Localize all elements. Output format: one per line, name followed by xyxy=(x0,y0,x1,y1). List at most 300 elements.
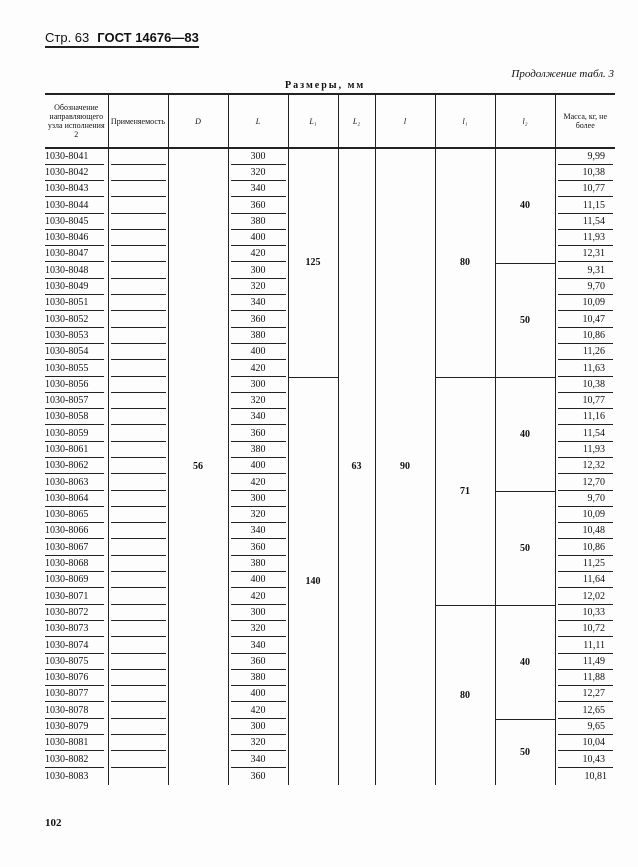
L-cell xyxy=(228,426,288,442)
L-cell xyxy=(228,622,288,638)
l2-cell: 50 xyxy=(495,719,555,784)
applicability-cell-text xyxy=(111,329,166,344)
applicability-cell xyxy=(108,573,168,589)
designation-cell-text: 1030-8082 xyxy=(45,753,104,768)
L-cell xyxy=(228,296,288,312)
l2-cell: 40 xyxy=(495,148,555,263)
header-applicability: Применяемость xyxy=(108,94,168,148)
mass-cell xyxy=(555,671,615,687)
header-L: L xyxy=(228,94,288,148)
mass-cell-text: 11,11 xyxy=(558,639,614,654)
mass-cell-text: 11,63 xyxy=(558,362,614,377)
designation-cell xyxy=(45,148,108,165)
L-cell xyxy=(228,214,288,230)
header-l: l xyxy=(375,94,435,148)
L-cell-text: 400 xyxy=(231,687,286,702)
designation-cell-text: 1030-8072 xyxy=(45,606,104,621)
mass-cell xyxy=(555,165,615,181)
mass-cell-text: 12,31 xyxy=(558,247,614,262)
mass-cell-text: 12,70 xyxy=(558,476,614,491)
applicability-cell-text xyxy=(111,622,166,637)
applicability-cell-text xyxy=(111,264,166,279)
header-l2: l₂ xyxy=(495,94,555,148)
mass-cell xyxy=(555,622,615,638)
applicability-cell xyxy=(108,442,168,458)
designation-cell xyxy=(45,638,108,654)
mass-cell xyxy=(555,573,615,589)
applicability-cell xyxy=(108,296,168,312)
designation-cell-text: 1030-8045 xyxy=(45,215,104,230)
header-designation: Обозначение направляющего узла исполнения 2 xyxy=(45,94,108,148)
designation-cell-text: 1030-8051 xyxy=(45,296,104,311)
applicability-cell xyxy=(108,687,168,703)
designation-cell-text: 1030-8083 xyxy=(45,770,89,782)
l2-cell: 50 xyxy=(495,491,555,605)
applicability-cell xyxy=(108,361,168,377)
designation-cell xyxy=(45,312,108,328)
mass-cell-text: 11,15 xyxy=(558,199,614,214)
applicability-cell xyxy=(108,410,168,426)
mass-cell-text: 10,09 xyxy=(558,296,614,311)
applicability-cell-text xyxy=(111,671,166,686)
L-cell-text: 320 xyxy=(231,508,286,523)
L-cell xyxy=(228,703,288,719)
dimensions-table xyxy=(45,93,615,785)
designation-cell-text: 1030-8068 xyxy=(45,557,104,572)
L-cell xyxy=(228,671,288,687)
L-cell xyxy=(228,638,288,654)
designation-cell xyxy=(45,214,108,230)
mass-cell xyxy=(555,687,615,703)
applicability-cell xyxy=(108,214,168,230)
designation-cell xyxy=(45,508,108,524)
designation-cell xyxy=(45,361,108,377)
applicability-cell xyxy=(108,654,168,670)
l1-cell: 80 xyxy=(435,605,495,784)
table-continuation-note: Продолжение табл. 3 xyxy=(511,68,614,80)
L-cell xyxy=(228,442,288,458)
designation-cell xyxy=(45,426,108,442)
mass-cell-text: 12,32 xyxy=(558,459,614,474)
L-cell-text: 320 xyxy=(231,736,286,751)
mass-cell-text: 9,65 xyxy=(558,720,614,735)
designation-cell xyxy=(45,345,108,361)
L1-cell: 125 xyxy=(288,148,338,377)
L1-cell: 140 xyxy=(288,377,338,784)
header-L2: L₂ xyxy=(338,94,375,148)
L-cell xyxy=(228,230,288,246)
designation-cell xyxy=(45,654,108,670)
L-cell-text: 300 xyxy=(231,492,286,507)
designation-cell-text: 1030-8074 xyxy=(45,639,104,654)
L-cell-text: 320 xyxy=(231,166,286,181)
mass-cell-text: 11,64 xyxy=(558,573,614,588)
mass-cell-text: 10,77 xyxy=(558,182,614,197)
applicability-cell xyxy=(108,165,168,181)
mass-cell-text: 11,16 xyxy=(558,410,614,425)
L-cell-text: 400 xyxy=(231,345,286,360)
L-cell xyxy=(228,328,288,344)
L-cell xyxy=(228,312,288,328)
L-cell xyxy=(228,263,288,279)
mass-cell xyxy=(555,361,615,377)
L-cell xyxy=(228,279,288,295)
designation-cell xyxy=(45,328,108,344)
L-cell-text: 340 xyxy=(231,410,286,425)
designation-cell xyxy=(45,377,108,393)
mass-cell-text: 10,04 xyxy=(558,736,614,751)
mass-cell xyxy=(555,654,615,670)
mass-cell xyxy=(555,752,615,768)
designation-cell-text: 1030-8066 xyxy=(45,524,104,539)
applicability-cell xyxy=(108,556,168,572)
mass-cell xyxy=(555,524,615,540)
applicability-cell xyxy=(108,377,168,393)
l1-cell: 80 xyxy=(435,148,495,377)
designation-cell-text: 1030-8058 xyxy=(45,410,104,425)
L-cell-text: 380 xyxy=(231,329,286,344)
table-row xyxy=(45,377,615,393)
mass-cell xyxy=(555,296,615,312)
L-cell-text: 300 xyxy=(231,264,286,279)
sizes-caption: Размеры, мм xyxy=(285,80,366,91)
mass-cell-text: 10,33 xyxy=(558,606,614,621)
L-cell-text: 400 xyxy=(231,231,286,246)
standard-number: ГОСТ 14676—83 xyxy=(97,30,199,45)
L-cell-text: 400 xyxy=(231,573,286,588)
designation-cell-text: 1030-8056 xyxy=(45,378,104,393)
designation-cell-text: 1030-8047 xyxy=(45,247,104,262)
mass-cell xyxy=(555,556,615,572)
mass-cell-text: 9,31 xyxy=(558,264,614,279)
designation-cell-text: 1030-8044 xyxy=(45,199,104,214)
designation-cell xyxy=(45,442,108,458)
L-cell xyxy=(228,148,288,165)
L-cell-text: 320 xyxy=(231,394,286,409)
mass-cell xyxy=(555,345,615,361)
applicability-cell-text xyxy=(111,166,166,181)
L-cell-text: 360 xyxy=(231,199,286,214)
designation-cell-text: 1030-8054 xyxy=(45,345,104,360)
applicability-cell-text xyxy=(111,736,166,751)
applicability-cell-text xyxy=(111,524,166,539)
L-cell-text: 300 xyxy=(231,150,286,165)
designation-cell-text: 1030-8055 xyxy=(45,362,104,377)
L-cell xyxy=(228,475,288,491)
applicability-cell-text xyxy=(111,313,166,328)
L-cell xyxy=(228,459,288,475)
L-cell xyxy=(228,198,288,214)
D-cell: 56 xyxy=(168,148,228,785)
L-cell-text: 300 xyxy=(231,378,286,393)
l1-cell: 71 xyxy=(435,377,495,605)
L-cell xyxy=(228,556,288,572)
applicability-cell-text xyxy=(111,508,166,523)
mass-cell xyxy=(555,605,615,621)
mass-cell xyxy=(555,442,615,458)
table-header-row xyxy=(45,94,615,148)
applicability-cell xyxy=(108,198,168,214)
L-cell-text: 420 xyxy=(231,247,286,262)
mass-cell-text: 11,54 xyxy=(558,427,614,442)
L-cell-text: 400 xyxy=(231,459,286,474)
mass-cell xyxy=(555,263,615,279)
applicability-cell xyxy=(108,393,168,409)
mass-cell xyxy=(555,279,615,295)
mass-cell xyxy=(555,377,615,393)
L-cell-text: 340 xyxy=(231,524,286,539)
mass-cell xyxy=(555,247,615,263)
designation-cell xyxy=(45,410,108,426)
mass-cell xyxy=(555,703,615,719)
L-cell xyxy=(228,182,288,198)
mass-cell xyxy=(555,182,615,198)
page-number: 102 xyxy=(45,817,62,829)
applicability-cell xyxy=(108,426,168,442)
designation-cell xyxy=(45,719,108,735)
designation-cell xyxy=(45,573,108,589)
designation-cell xyxy=(45,279,108,295)
designation-cell xyxy=(45,475,108,491)
L-cell xyxy=(228,377,288,393)
mass-cell-text: 12,02 xyxy=(558,590,614,605)
L-cell xyxy=(228,719,288,735)
mass-cell-text: 11,49 xyxy=(558,655,614,670)
designation-cell-text: 1030-8059 xyxy=(45,427,104,442)
L-cell-text: 380 xyxy=(231,443,286,458)
L-cell-text: 340 xyxy=(231,296,286,311)
table-row xyxy=(45,148,615,165)
designation-cell-text: 1030-8049 xyxy=(45,280,104,295)
applicability-cell xyxy=(108,148,168,165)
L-cell xyxy=(228,393,288,409)
mass-cell xyxy=(555,638,615,654)
L-cell xyxy=(228,687,288,703)
designation-cell xyxy=(45,768,108,784)
L-cell-text: 420 xyxy=(231,476,286,491)
l-cell: 90 xyxy=(375,148,435,785)
designation-cell-text: 1030-8061 xyxy=(45,443,104,458)
mass-cell xyxy=(555,198,615,214)
mass-cell-text: 9,70 xyxy=(558,492,614,507)
mass-cell xyxy=(555,230,615,246)
mass-cell-text: 11,93 xyxy=(558,231,614,246)
L-cell xyxy=(228,524,288,540)
mass-cell-text: 10,38 xyxy=(558,378,614,393)
designation-cell xyxy=(45,524,108,540)
L-cell-text: 320 xyxy=(231,280,286,295)
applicability-cell-text xyxy=(111,296,166,311)
L-cell xyxy=(228,654,288,670)
page-ref: Стр. 63 xyxy=(45,30,90,45)
mass-cell-text: 11,54 xyxy=(558,215,614,230)
designation-cell xyxy=(45,247,108,263)
L-cell-text: 360 xyxy=(231,541,286,556)
L-cell-text: 380 xyxy=(231,215,286,230)
designation-cell xyxy=(45,491,108,507)
applicability-cell-text xyxy=(111,704,166,719)
designation-cell xyxy=(45,263,108,279)
L-cell xyxy=(228,768,288,784)
designation-cell-text: 1030-8052 xyxy=(45,313,104,328)
L-cell-text: 420 xyxy=(231,362,286,377)
l2-cell: 50 xyxy=(495,263,555,377)
applicability-cell xyxy=(108,345,168,361)
applicability-cell-text xyxy=(111,459,166,474)
L-cell xyxy=(228,345,288,361)
L-cell xyxy=(228,540,288,556)
applicability-cell xyxy=(108,703,168,719)
applicability-cell xyxy=(108,508,168,524)
applicability-cell-text xyxy=(111,378,166,393)
applicability-cell-text xyxy=(111,573,166,588)
applicability-cell-text xyxy=(111,215,166,230)
designation-cell-text: 1030-8079 xyxy=(45,720,104,735)
applicability-cell-text xyxy=(111,231,166,246)
mass-cell xyxy=(555,214,615,230)
designation-cell xyxy=(45,703,108,719)
L-cell-text: 300 xyxy=(231,720,286,735)
applicability-cell xyxy=(108,475,168,491)
mass-cell-text: 11,26 xyxy=(558,345,614,360)
designation-cell-text: 1030-8062 xyxy=(45,459,104,474)
header-mass: Масса, кг, не более xyxy=(555,94,615,148)
mass-cell xyxy=(555,491,615,507)
L-cell xyxy=(228,491,288,507)
applicability-cell-text xyxy=(111,720,166,735)
mass-cell-text: 10,09 xyxy=(558,508,614,523)
mass-cell xyxy=(555,410,615,426)
mass-cell xyxy=(555,459,615,475)
mass-cell xyxy=(555,328,615,344)
L-cell xyxy=(228,752,288,768)
L-cell xyxy=(228,508,288,524)
L-cell xyxy=(228,736,288,752)
mass-cell xyxy=(555,393,615,409)
applicability-cell-text xyxy=(111,476,166,491)
L-cell-text: 360 xyxy=(231,427,286,442)
L-cell xyxy=(228,589,288,605)
applicability-cell xyxy=(108,638,168,654)
applicability-cell-text xyxy=(111,199,166,214)
L-cell xyxy=(228,573,288,589)
applicability-cell xyxy=(108,459,168,475)
designation-cell-text: 1030-8077 xyxy=(45,687,104,702)
l2-cell: 40 xyxy=(495,605,555,719)
applicability-cell-text xyxy=(111,280,166,295)
designation-cell xyxy=(45,605,108,621)
applicability-cell xyxy=(108,524,168,540)
applicability-cell-text xyxy=(111,753,166,768)
designation-cell xyxy=(45,687,108,703)
mass-cell-text: 11,88 xyxy=(558,671,614,686)
designation-cell xyxy=(45,622,108,638)
mass-cell-text: 10,38 xyxy=(558,166,614,181)
applicability-cell xyxy=(108,719,168,735)
header-L1: L₁ xyxy=(288,94,338,148)
applicability-cell-text xyxy=(111,492,166,507)
designation-cell-text: 1030-8073 xyxy=(45,622,104,637)
applicability-cell xyxy=(108,328,168,344)
L2-cell: 63 xyxy=(338,148,375,785)
applicability-cell xyxy=(108,279,168,295)
header-D: D xyxy=(168,94,228,148)
designation-cell xyxy=(45,540,108,556)
applicability-cell-text xyxy=(111,394,166,409)
designation-cell xyxy=(45,752,108,768)
applicability-cell-text xyxy=(111,557,166,572)
L-cell xyxy=(228,165,288,181)
applicability-cell xyxy=(108,312,168,328)
designation-cell-text: 1030-8041 xyxy=(45,150,104,165)
applicability-cell xyxy=(108,589,168,605)
applicability-cell xyxy=(108,671,168,687)
mass-cell xyxy=(555,540,615,556)
designation-cell xyxy=(45,296,108,312)
designation-cell xyxy=(45,459,108,475)
designation-cell-text: 1030-8046 xyxy=(45,231,104,246)
header-l1: l₁ xyxy=(435,94,495,148)
applicability-cell-text xyxy=(111,362,166,377)
L-cell xyxy=(228,410,288,426)
applicability-cell xyxy=(108,247,168,263)
mass-cell xyxy=(555,475,615,491)
designation-cell xyxy=(45,589,108,605)
L-cell-text: 340 xyxy=(231,639,286,654)
designation-cell-text: 1030-8042 xyxy=(45,166,104,181)
page-header xyxy=(45,30,199,48)
applicability-cell-text xyxy=(111,182,166,197)
designation-cell xyxy=(45,198,108,214)
applicability-cell xyxy=(108,736,168,752)
applicability-cell-text xyxy=(111,655,166,670)
applicability-cell xyxy=(108,605,168,621)
applicability-cell-text xyxy=(111,345,166,360)
designation-cell-text: 1030-8043 xyxy=(45,182,104,197)
designation-cell-text: 1030-8071 xyxy=(45,590,104,605)
applicability-cell xyxy=(108,622,168,638)
mass-cell-text: 10,86 xyxy=(558,329,614,344)
L-cell xyxy=(228,605,288,621)
designation-cell-text: 1030-8048 xyxy=(45,264,104,279)
applicability-cell-text xyxy=(111,443,166,458)
L-cell-text: 340 xyxy=(231,182,286,197)
mass-cell-text: 10,86 xyxy=(558,541,614,556)
mass-cell-text: 9,99 xyxy=(558,150,614,165)
L-cell-text: 380 xyxy=(231,557,286,572)
mass-cell xyxy=(555,426,615,442)
L-cell xyxy=(228,361,288,377)
L-cell-text: 360 xyxy=(231,313,286,328)
mass-cell xyxy=(555,312,615,328)
mass-cell xyxy=(555,508,615,524)
applicability-cell xyxy=(108,768,168,784)
applicability-cell xyxy=(108,752,168,768)
designation-cell xyxy=(45,736,108,752)
L-cell-text: 340 xyxy=(231,753,286,768)
mass-cell-text: 11,93 xyxy=(558,443,614,458)
designation-cell-text: 1030-8075 xyxy=(45,655,104,670)
applicability-cell-text xyxy=(111,541,166,556)
mass-cell xyxy=(555,589,615,605)
designation-cell-text: 1030-8078 xyxy=(45,704,104,719)
applicability-cell xyxy=(108,230,168,246)
applicability-cell-text xyxy=(111,606,166,621)
designation-cell-text: 1030-8053 xyxy=(45,329,104,344)
mass-cell-text: 11,25 xyxy=(558,557,614,572)
designation-cell xyxy=(45,556,108,572)
mass-cell xyxy=(555,768,615,784)
